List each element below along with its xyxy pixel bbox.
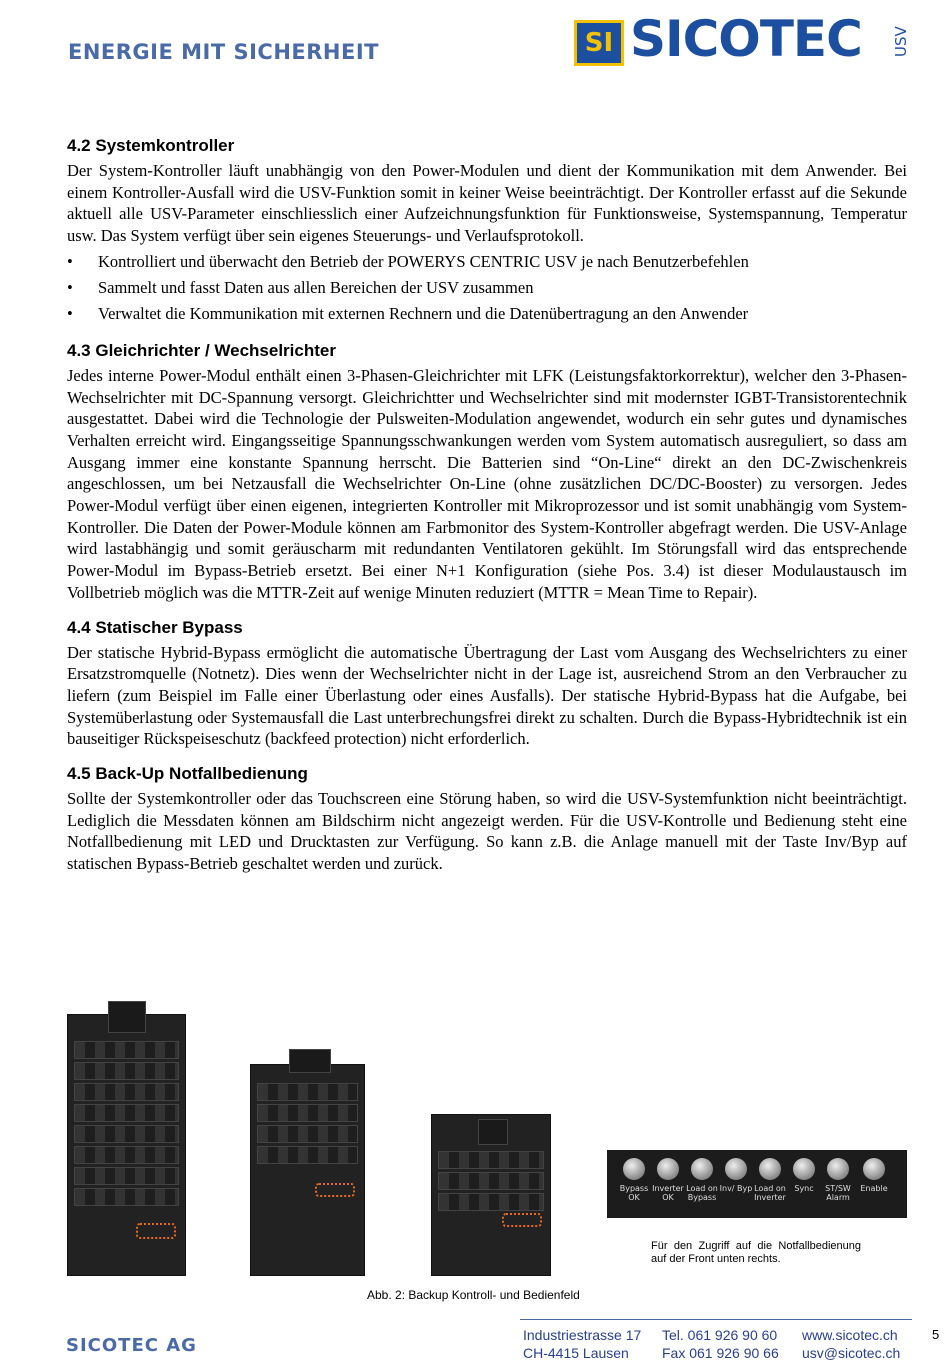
list-item-text: Sammelt und fasst Daten aus allen Bereichen der USV zusammen xyxy=(98,277,534,297)
section-paragraph: Sollte der Systemkontroller oder das Touchscreen eine Störung haben, so wird die USV-Systemfunktion nicht beeinträchtigt. Lediglich die Messdaten können am Bildschirm nicht angezeigt werden. Für die USV-Kontrolle und Bedienung steht eine Notfallbedienung mit LED und Drucktasten zur Verfügung. So kann z.B. die Anlage manuell mit der Taste Inv/Byp auf statischen Bypass-Betrieb geschaltet werden und zurück. xyxy=(67,789,907,874)
figure-ups-cabinets xyxy=(67,1002,912,1302)
sicotec-logo xyxy=(574,10,912,72)
figure-note: Für den Zugriff auf die Notfallbedienung auf der Front unten rechts. xyxy=(651,1240,861,1265)
ups-cabinet-small xyxy=(431,1114,551,1276)
power-module xyxy=(257,1104,358,1122)
panel-button-label: Load on Inverter xyxy=(754,1184,786,1202)
ups-cabinet-medium xyxy=(250,1064,365,1276)
power-module xyxy=(74,1062,179,1080)
power-module xyxy=(438,1172,544,1190)
bullet-list xyxy=(67,249,907,327)
emergency-panel-highlight xyxy=(315,1183,355,1197)
footer-divider xyxy=(520,1319,912,1320)
panel-button-label: Enable xyxy=(860,1184,888,1193)
power-module xyxy=(257,1125,358,1143)
bullet-icon: • xyxy=(67,303,73,323)
list-item xyxy=(67,249,907,275)
emergency-panel-highlight xyxy=(136,1223,176,1239)
footer-web[interactable]: www.sicotec.ch xyxy=(802,1327,898,1343)
power-module xyxy=(257,1146,358,1164)
section-paragraph: Der System-Kontroller läuft unabhängig von den Power-Modulen und dient der Kommunikation mit dem Anwender. Bei einem Kontroller-Ausfall wird die USV-Funktion somit in keiner Weise beeinträchtigt. Der Kontroller erfasst auf die Sekunde aktuell alle USV-Parameter einschliesslich einer Aufzeichnungsfunktion für Funktionsweise, Systemspannung, Temperatur usw. Das System verfügt über sein eigenes Steuerungs- und Verlaufsprotokoll. xyxy=(67,161,907,246)
footer-company: SICOTEC AG xyxy=(66,1335,197,1356)
led-button-icon xyxy=(759,1158,781,1180)
power-module xyxy=(74,1188,179,1206)
section-title: 4.2 Systemkontroller xyxy=(67,136,235,155)
led-button-icon xyxy=(657,1158,679,1180)
panel-button-label: Bypass OK xyxy=(619,1184,649,1202)
panel-button-label: Inv/ Byp xyxy=(719,1184,753,1193)
led-button-icon xyxy=(863,1158,885,1180)
emergency-panel-highlight xyxy=(502,1213,542,1227)
section-title: 4.4 Statischer Bypass xyxy=(67,617,243,637)
logo-mark: SI xyxy=(574,20,624,66)
section-systemkontroller xyxy=(67,136,907,327)
panel-button-label: ST/SW Alarm xyxy=(825,1184,851,1202)
led-button-icon xyxy=(623,1158,645,1180)
section-paragraph: Jedes interne Power-Modul enthält einen 3-Phasen-Gleichrichter mit LFK (Leistungsfaktorkorrektur), welcher den 3-Phasen-Wechselrichter mit DC-Spannung versorgt. Gleichrichtter und Wechselrichter sind mit modernster IGBT-Transistorentechnik ausgestattet. Dabei wird die Technologie der Pulsweiten-Modulation angewendet, wodurch ein sehr gutes und dynamisches Verhalten erreicht wird. Eingangsseitige Spannungsschwankungen werden vom System automatisch ausreguliert, so dass am Ausgang immer eine konstante Spannung herrscht. Die Batterien sind “On-Line“ direkt an den DC-Zwischenkreis angeschlossen, um bei Netzausfall die Wechselrichter On-Line (ohne zusätzlichen DC/DC-Booster) zu versorgen. Jedes Power-Modul verfügt über einen eigenen, integrierten Kontroller mit Mikroprozessor und ist somit unabhängig vom System-Kontroller. Die Daten der Power-Module können am Farbmonitor des System-Kontroller abgefragt werden. Die USV-Anlage wird lastabhängig und somit geräuscharm mit redundanten Ventilatoren gekühlt. Im Störungsfall wird das entsprechende Power-Modul im Bypass-Betrieb ersetzt. Bei einer N+1 Konfiguration (siehe Pos. 3.4) ist dieser Modulaustausch im Vollbetrieb möglich was die MTTR-Zeit auf wenige Minuten reduziert (MTTR = Mean Time to Repair). xyxy=(67,365,907,602)
figure-caption: Abb. 2: Backup Kontroll- und Bedienfeld xyxy=(367,1288,580,1302)
power-module xyxy=(74,1104,179,1122)
section-bypass xyxy=(67,618,907,751)
list-item-text: Verwaltet die Kommunikation mit externen Rechnern und die Datenübertragung an den Anwender xyxy=(98,303,749,323)
power-module xyxy=(74,1125,179,1143)
list-item xyxy=(67,275,907,301)
footer-fax: Fax 061 926 90 66 xyxy=(662,1345,779,1361)
header-tagline: ENERGIE MIT SICHERHEIT xyxy=(68,40,379,64)
led-button-icon xyxy=(827,1158,849,1180)
page-number: 5 xyxy=(932,1327,940,1342)
panel-button-label: Sync xyxy=(794,1184,814,1193)
logo-sub: USV xyxy=(892,26,910,58)
power-module xyxy=(257,1083,358,1101)
bullet-icon: • xyxy=(67,251,73,271)
logo-text: SICOTEC xyxy=(630,10,862,68)
document-body xyxy=(67,136,907,889)
power-module xyxy=(74,1083,179,1101)
led-button-icon xyxy=(793,1158,815,1180)
touchscreen-icon xyxy=(478,1119,508,1145)
footer-tel: Tel. 061 926 90 60 xyxy=(662,1327,778,1343)
touchscreen-icon xyxy=(289,1049,331,1073)
section-gleichrichter xyxy=(67,341,907,604)
footer-email[interactable]: usv@sicotec.ch xyxy=(802,1345,901,1361)
section-notfallbedienung xyxy=(67,764,907,875)
panel-button-label: Load on Bypass xyxy=(686,1184,718,1202)
panel-button-label: Inverter OK xyxy=(652,1184,684,1202)
power-module xyxy=(74,1146,179,1164)
power-module xyxy=(74,1167,179,1185)
list-item xyxy=(67,301,907,327)
led-button-icon xyxy=(691,1158,713,1180)
list-item-text: Kontrolliert und überwacht den Betrieb der POWERYS CENTRIC USV je nach Benutzerbefehlen xyxy=(98,251,749,271)
footer-contact xyxy=(523,1326,900,1362)
bullet-icon: • xyxy=(67,277,73,297)
section-title: 4.5 Back-Up Notfallbedienung xyxy=(67,764,308,784)
power-module xyxy=(74,1041,179,1059)
emergency-control-panel xyxy=(607,1150,907,1218)
ups-cabinet-large xyxy=(67,1014,186,1276)
section-title: 4.3 Gleichrichter / Wechselrichter xyxy=(67,340,336,360)
footer-street: Industriestrasse 17 xyxy=(523,1327,642,1343)
footer-city: CH-4415 Lausen xyxy=(523,1345,629,1361)
power-module xyxy=(438,1151,544,1169)
led-button-icon xyxy=(725,1158,747,1180)
power-module xyxy=(438,1193,544,1211)
touchscreen-icon xyxy=(108,1001,146,1033)
section-paragraph: Der statische Hybrid-Bypass ermöglicht die automatische Übertragung der Last vom Ausgang des Wechselrichters zu einer Ersatzstromquelle (Notnetz). Dies wenn der Wechselrichter nicht in der Lage ist, ausreichend Strom an den Verbraucher zu liefern (zum Beispiel im Falle einer Überlastung oder eines Ausfalls). Der statische Hybrid-Bypass hat die Aufgabe, bei Systemüberlastung oder Systemausfall die Last unterbrechungsfrei direkt zu schalten. Durch die Bypass-Hybridtechnik ist ein bauseitiger Rückspeiseschutz (backfeed protection) nicht erforderlich. xyxy=(67,642,907,749)
